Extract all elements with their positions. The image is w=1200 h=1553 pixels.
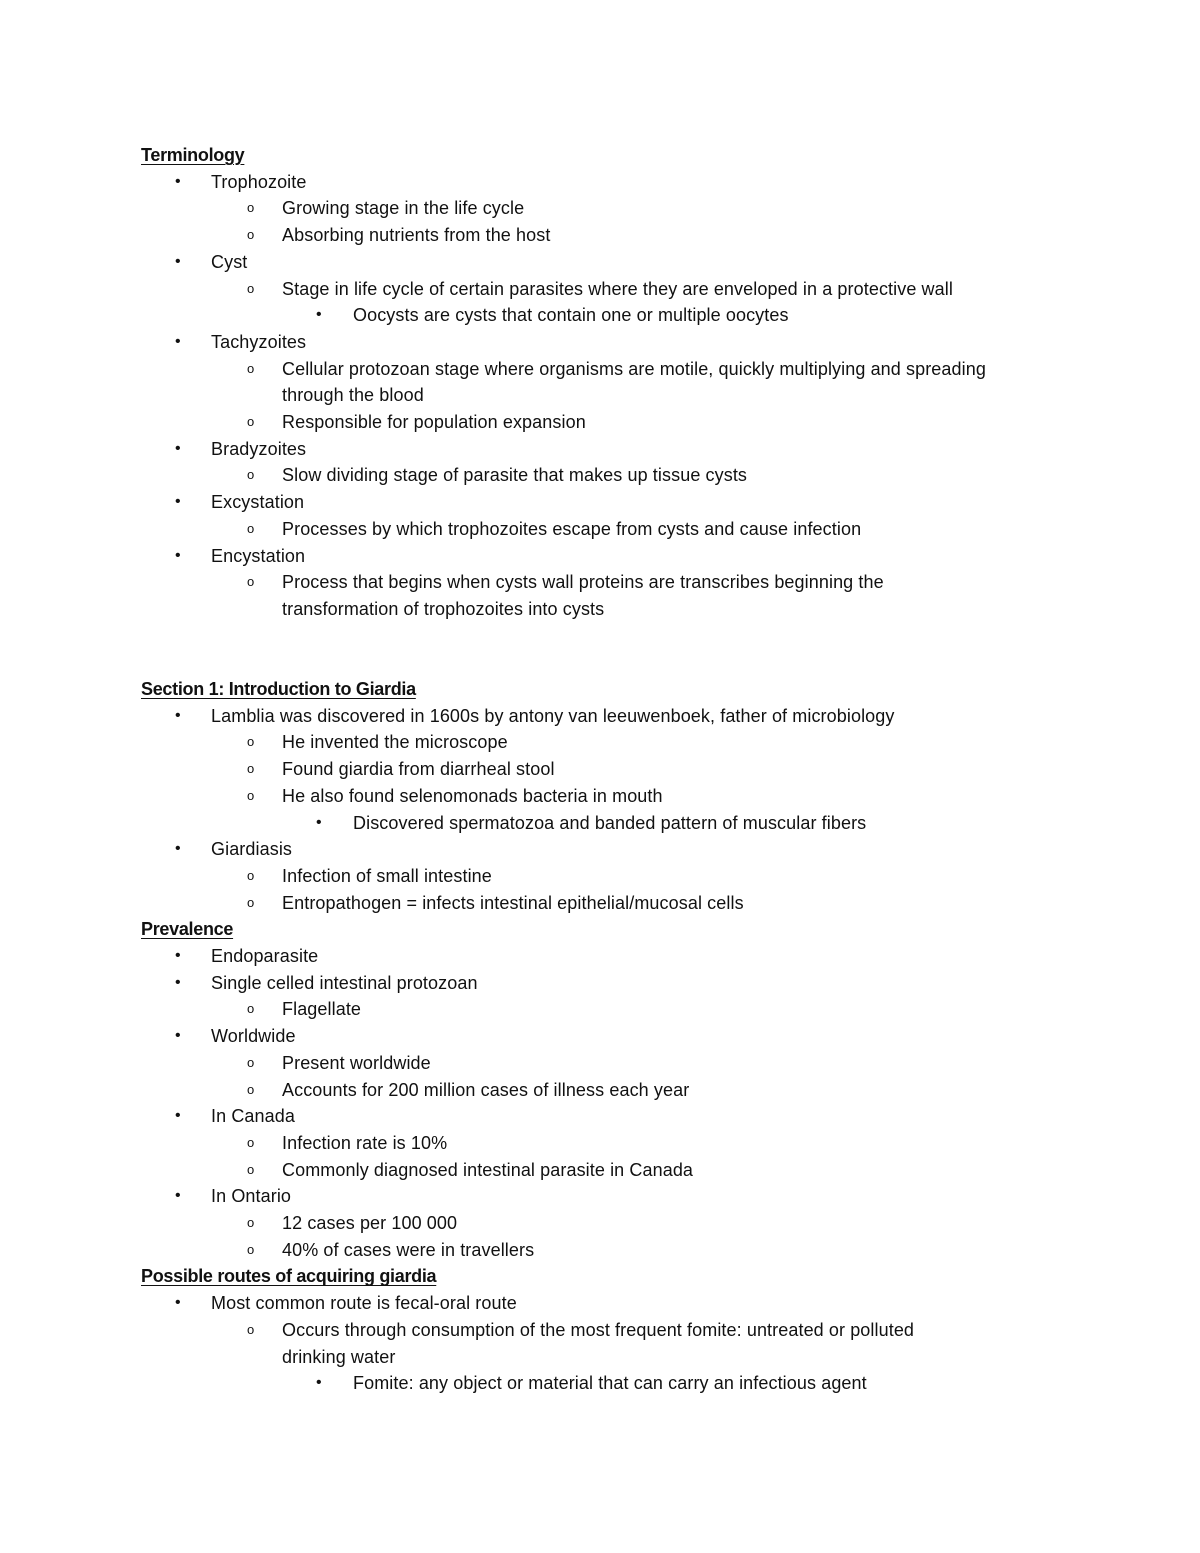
list-item-level-1: Tachyzoites bbox=[211, 331, 307, 352]
list-item-level-2: Occurs through consumption of the most frequent fomite: untreated or polluted bbox=[282, 1319, 915, 1340]
bullet-disc-icon: • bbox=[175, 1107, 181, 1125]
bullet-circle-icon: o bbox=[247, 227, 255, 243]
bullet-circle-icon: o bbox=[247, 414, 255, 429]
list-item-level-1: Lamblia was discovered in 1600s by antony van leeuwenboek, father of microbiology bbox=[211, 705, 895, 726]
list-item-level-2: He invented the microscope bbox=[282, 732, 508, 753]
section-heading: Possible routes of acquiring giardia bbox=[141, 1266, 437, 1287]
bullet-circle-icon: o bbox=[247, 1054, 255, 1070]
bullet-circle-icon: o bbox=[247, 467, 255, 483]
list-item-level-1: In Ontario bbox=[211, 1186, 292, 1207]
list-item-level-2: Commonly diagnosed intestinal parasite in Canada bbox=[282, 1159, 694, 1180]
bullet-circle-icon: o bbox=[247, 1321, 255, 1337]
bullet-disc-icon: • bbox=[175, 1187, 181, 1205]
bullet-circle-icon: o bbox=[247, 360, 255, 376]
list-item-level-2: Processes by which trophozoites escape from cysts and cause infection bbox=[282, 518, 862, 539]
list-item-level-1: Endoparasite bbox=[211, 946, 319, 966]
list-item-level-2: Cellular protozoan stage where organisms are motile, quickly multiplying and spreading bbox=[282, 358, 986, 379]
bullet-circle-icon: o bbox=[247, 574, 255, 590]
bullet-disc-icon: • bbox=[316, 306, 322, 324]
list-item-level-1: Trophozoite bbox=[211, 171, 307, 192]
bullet-circle-icon: o bbox=[247, 1161, 255, 1177]
list-item-level-2: Responsible for population expansion bbox=[282, 412, 586, 432]
list-item-level-2: Accounts for 200 million cases of illness each year bbox=[282, 1079, 690, 1100]
bullet-disc-icon: • bbox=[175, 546, 181, 564]
list-item-level-1: Single celled intestinal protozoan bbox=[211, 972, 478, 993]
section-heading: Terminology bbox=[141, 145, 245, 165]
bullet-circle-icon: o bbox=[247, 867, 255, 883]
list-item-level-2: Entropathogen = infects intestinal epithelial/mucosal cells bbox=[282, 892, 744, 913]
list-item-level-2: Flagellate bbox=[282, 999, 362, 1020]
bullet-disc-icon: • bbox=[175, 332, 181, 350]
list-item-level-1: Cyst bbox=[211, 251, 248, 272]
list-item-level-2: Infection rate is 10% bbox=[282, 1132, 448, 1153]
bullet-circle-icon: o bbox=[247, 787, 255, 803]
list-item-level-1: Bradyzoites bbox=[211, 438, 307, 459]
list-item-level-3: Oocysts are cysts that contain one or multiple oocytes bbox=[353, 305, 789, 326]
list-item-level-1: Encystation bbox=[211, 545, 306, 566]
bullet-disc-icon: • bbox=[175, 1027, 181, 1045]
list-item-level-1: Giardiasis bbox=[211, 839, 293, 860]
bullet-circle-icon: o bbox=[247, 734, 255, 750]
list-item-level-1: Most common route is fecal-oral route bbox=[211, 1293, 517, 1314]
bullet-circle-icon: o bbox=[247, 1241, 255, 1257]
bullet-circle-icon: o bbox=[247, 894, 255, 910]
bullet-circle-icon: o bbox=[247, 761, 255, 777]
bullet-disc-icon: • bbox=[175, 840, 181, 858]
bullet-circle-icon: o bbox=[247, 200, 255, 216]
list-item-level-2: 40% of cases were in travellers bbox=[282, 1239, 535, 1260]
list-item-level-2: Stage in life cycle of certain parasites where they are enveloped in a protective wall bbox=[282, 278, 953, 299]
bullet-circle-icon: o bbox=[247, 1001, 255, 1017]
list-item-continuation: transformation of trophozoites into cysts bbox=[282, 598, 605, 619]
list-item-level-2: Growing stage in the life cycle bbox=[282, 198, 525, 219]
bullet-disc-icon: • bbox=[175, 493, 181, 511]
list-item-level-1: Worldwide bbox=[211, 1026, 296, 1047]
list-item-continuation: through the blood bbox=[282, 385, 424, 406]
bullet-disc-icon: • bbox=[175, 172, 181, 190]
list-item-level-2: He also found selenomonads bacteria in mouth bbox=[282, 785, 663, 806]
bullet-circle-icon: o bbox=[247, 1134, 255, 1150]
bullet-circle-icon: o bbox=[247, 1081, 255, 1097]
list-item-level-2: Infection of small intestine bbox=[282, 865, 492, 886]
list-item-level-3: Discovered spermatozoa and banded pattern of muscular fibers bbox=[353, 812, 867, 833]
list-item-level-2: 12 cases per 100 000 bbox=[282, 1213, 458, 1233]
bullet-disc-icon: • bbox=[316, 1374, 322, 1392]
bullet-disc-icon: • bbox=[175, 706, 181, 724]
list-item-level-1: Excystation bbox=[211, 492, 305, 513]
list-item-level-2: Process that begins when cysts wall proteins are transcribes beginning the bbox=[282, 572, 884, 593]
list-item-level-1: In Canada bbox=[211, 1106, 295, 1127]
bullet-disc-icon: • bbox=[316, 813, 322, 831]
section-heading: Section 1: Introduction to Giardia bbox=[141, 679, 416, 699]
list-item-level-3: Fomite: any object or material that can carry an infectious agent bbox=[353, 1373, 867, 1394]
list-item-continuation: drinking water bbox=[282, 1346, 396, 1367]
list-item-level-2: Present worldwide bbox=[282, 1052, 431, 1073]
bullet-circle-icon: o bbox=[247, 1215, 255, 1230]
bullet-circle-icon: o bbox=[247, 520, 255, 536]
section-heading: Prevalence bbox=[141, 919, 234, 940]
bullet-disc-icon: • bbox=[175, 252, 181, 270]
list-item-level-2: Slow dividing stage of parasite that makes up tissue cysts bbox=[282, 465, 748, 486]
bullet-disc-icon: • bbox=[175, 947, 181, 964]
bullet-circle-icon: o bbox=[247, 280, 255, 296]
bullet-disc-icon: • bbox=[175, 973, 181, 991]
bullet-disc-icon: • bbox=[175, 1294, 181, 1312]
list-item-level-2: Absorbing nutrients from the host bbox=[282, 225, 551, 246]
bullet-disc-icon: • bbox=[175, 439, 181, 457]
list-item-level-2: Found giardia from diarrheal stool bbox=[282, 759, 555, 780]
